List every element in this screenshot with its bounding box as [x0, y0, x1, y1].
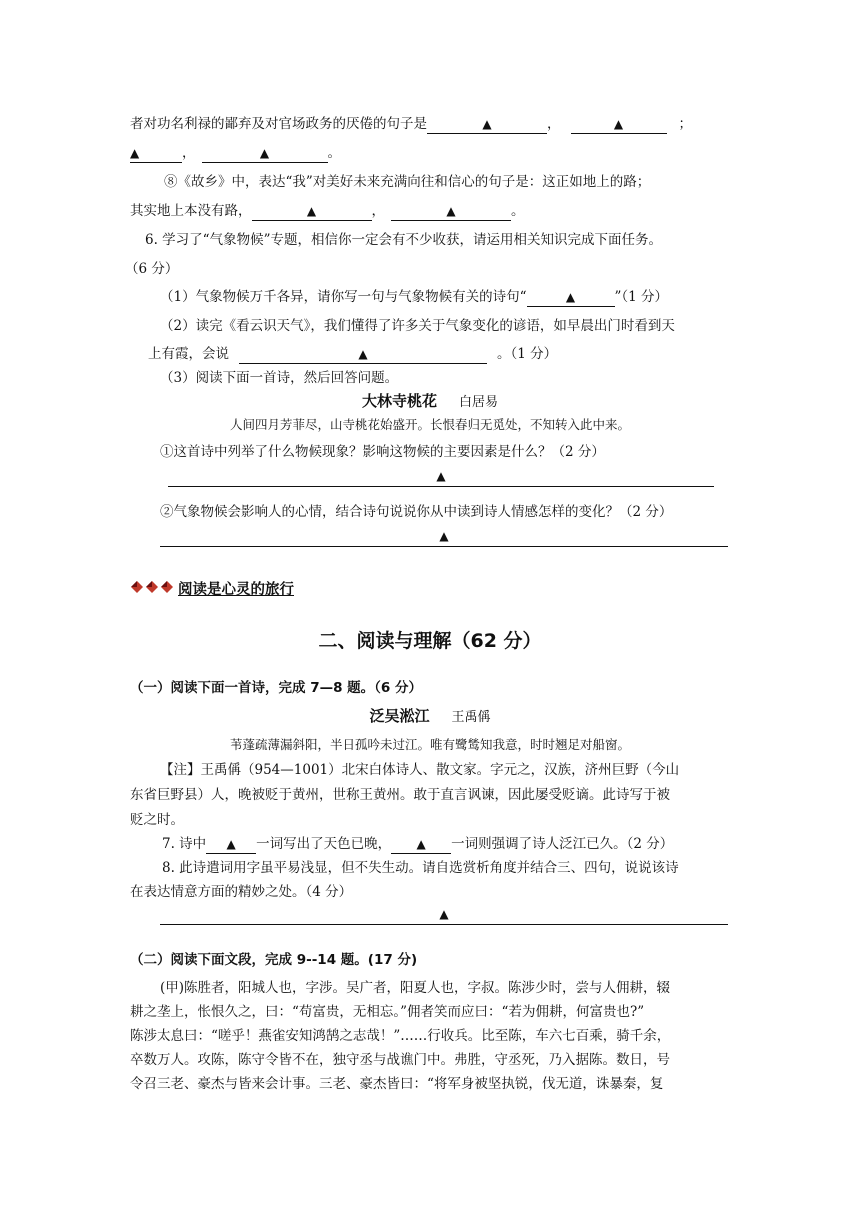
q6-part3: （3）阅读下面一首诗，然后回答问题。 [160, 370, 399, 386]
q6-part2-cont: 上有霞，会说 ▲ 。（1 分） [148, 346, 558, 362]
poem1-text: 人间四月芳菲尽，山寺桃花始盛开。长恨春归无觅处，不知转入此中来。 [229, 417, 630, 432]
answer-line[interactable]: ▲ [160, 904, 728, 925]
part1-heading: （一）阅读下面一首诗，完成 7—8 题。（6 分） [130, 680, 423, 696]
passage-line-4: 卒数万人。攻陈，陈守令皆不在，独守丞与战谯门中。弗胜，守丞死，乃入据陈。数日，号 [130, 1052, 670, 1068]
q5-text: 者对功名利禄的鄙弃及对官场政务的厌倦的句子是 [130, 116, 427, 132]
poem2-note-1: 【注】王禹偁（954—1001）北宋白体诗人、散文家。字元之，汉族，济州巨野（今山 [160, 762, 680, 778]
answer-blank[interactable]: ▲ [391, 836, 451, 854]
poem-author: 白居易 [459, 395, 499, 410]
q6-part1: （1）气象物候万千各异，请你写一句与气象物候有关的诗句“ ▲ ”（1 分） [160, 289, 669, 305]
answer-blank[interactable]: ▲ [427, 116, 547, 134]
section-title: 二、阅读与理解（62 分） [318, 630, 542, 652]
passage-line-3: 陈涉太息曰：“嗟乎！燕雀安知鸿鹄之志哉！”……行收兵。比至陈，车六七百乘，骑千余， [130, 1028, 671, 1044]
poem2-text: 苇蓬疏薄漏斜阳，半日孤吟未过江。唯有鹭鸶知我意，时时翘足对船窗。 [229, 737, 630, 752]
q5-item8-cont: 其实地上本没有路， ▲ ， ▲ 。 [130, 203, 525, 219]
q7: 7. 诗中 ▲ 一词写出了天色已晚， ▲ 一词则强调了诗人泛江已久。（2 分） [162, 836, 674, 852]
passage-line-2: 耕之垄上，怅恨久之，曰：“苟富贵，无相忘。”佣者笑而应曰：“若为佣耕，何富贵也?” [130, 1004, 645, 1020]
answer-blank[interactable]: ▲ [391, 203, 511, 221]
q6-intro: 6. 学习了“气象物候”专题，相信你一定会有不少收获，请运用相关知识完成下面任务。 [145, 232, 662, 248]
q5-line1: 者对功名利禄的鄙弃及对官场政务的厌倦的句子是 ▲ ， ▲ ； [130, 116, 692, 132]
answer-blank[interactable]: ▲ [130, 145, 182, 163]
poem2-title-line [0, 705, 860, 726]
answer-line[interactable]: ▲ [168, 466, 714, 487]
q6-intro-score: （6 分） [125, 261, 179, 277]
diamond-decoration-icon [130, 580, 176, 600]
poem2-note-2: 东省巨野县）人，晚被贬于黄州，世称王黄州。敢于直言讽谏，因此屡受贬谪。此诗写于被 [130, 787, 670, 803]
poem2-note-3: 贬之时。 [130, 812, 184, 828]
answer-blank[interactable]: ▲ [206, 836, 256, 854]
passage-line-5: 令召三老、豪杰与皆来会计事。三老、豪杰皆曰：“将军身被坚执锐，伐无道，诛暴秦，复 [130, 1076, 664, 1092]
q8-line1: 8. 此诗遣词用字虽平易浅显，但不失生动。请自选赏析角度并结合三、四句，说说该诗 [162, 860, 679, 876]
answer-blank[interactable]: ▲ [202, 145, 328, 163]
passage-line-1: (甲)陈胜者，阳城人也，字涉。吴广者，阳夏人也，字叔。陈涉少时，尝与人佣耕，辍 [160, 980, 671, 996]
answer-blank[interactable]: ▲ [252, 203, 372, 221]
q8-line2: 在表达情意方面的精妙之处。（4 分） [130, 884, 353, 900]
banner-text: 阅读是心灵的旅行 [178, 582, 294, 598]
section-banner [130, 580, 294, 600]
poem1-title-line [0, 390, 860, 411]
poem-author: 王禹偁 [451, 710, 491, 725]
q6-part2: （2）读完《看云识天气》，我们懂得了许多关于气象变化的谚语，如早晨出门时看到天 [160, 318, 675, 334]
poem-title: 泛吴淞江 [369, 707, 430, 725]
q5-item8: ⑧《故乡》中，表达“我”对美好未来充满向往和信心的句子是：这正如地上的路； [164, 174, 651, 190]
poem-title: 大林寺桃花 [361, 392, 437, 410]
q6-question-b: ②气象物候会影响人的心情，结合诗句说说你从中读到诗人情感怎样的变化？（2 分） [160, 504, 673, 520]
answer-blank[interactable]: ▲ [571, 116, 667, 134]
q5-line2: ▲ ， ▲ 。 [130, 145, 341, 161]
q6-question-a: ①这首诗中列举了什么物候现象？影响这物候的主要因素是什么？（2 分） [160, 444, 605, 460]
answer-blank[interactable]: ▲ [527, 289, 615, 307]
answer-blank[interactable]: ▲ [239, 346, 487, 364]
part2-heading: （二）阅读下面文段，完成 9--14 题。(17 分) [130, 952, 418, 968]
answer-line[interactable]: ▲ [160, 526, 728, 547]
